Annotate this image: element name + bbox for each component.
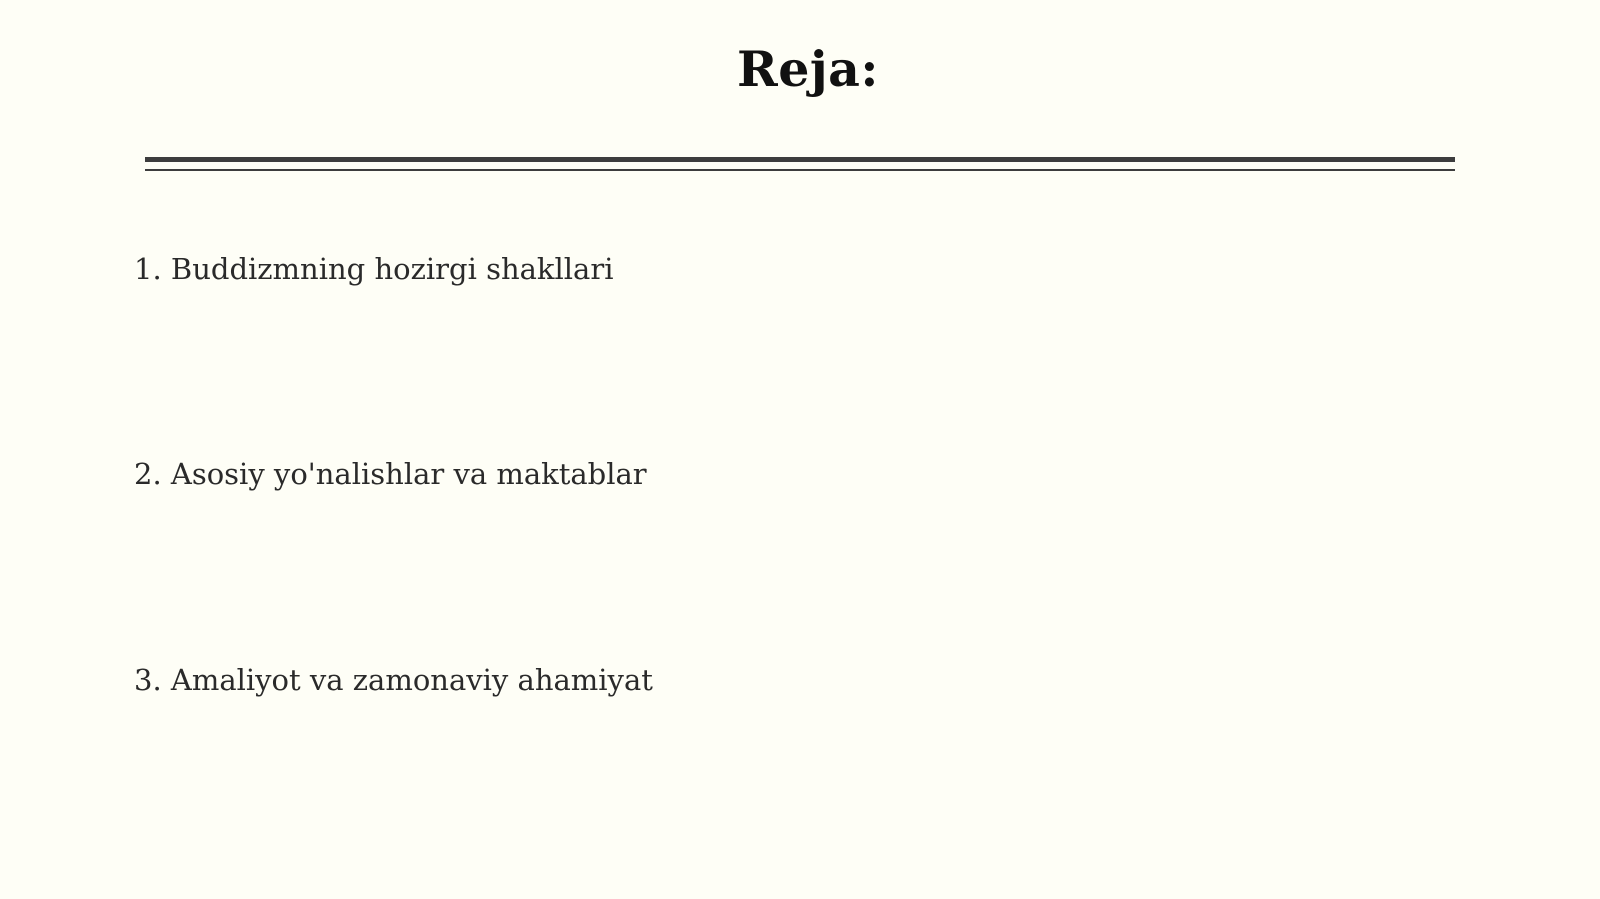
plan-item-1: 1. Buddizmning hozirgi shakllari	[134, 252, 614, 286]
title-divider-thin	[145, 169, 1455, 171]
title-divider-thick	[145, 157, 1455, 162]
page-title: Reja:	[737, 40, 879, 98]
plan-item-2: 2. Asosiy yo'nalishlar va maktablar	[134, 457, 647, 491]
plan-item-3: 3. Amaliyot va zamonaviy ahamiyat	[134, 663, 653, 697]
